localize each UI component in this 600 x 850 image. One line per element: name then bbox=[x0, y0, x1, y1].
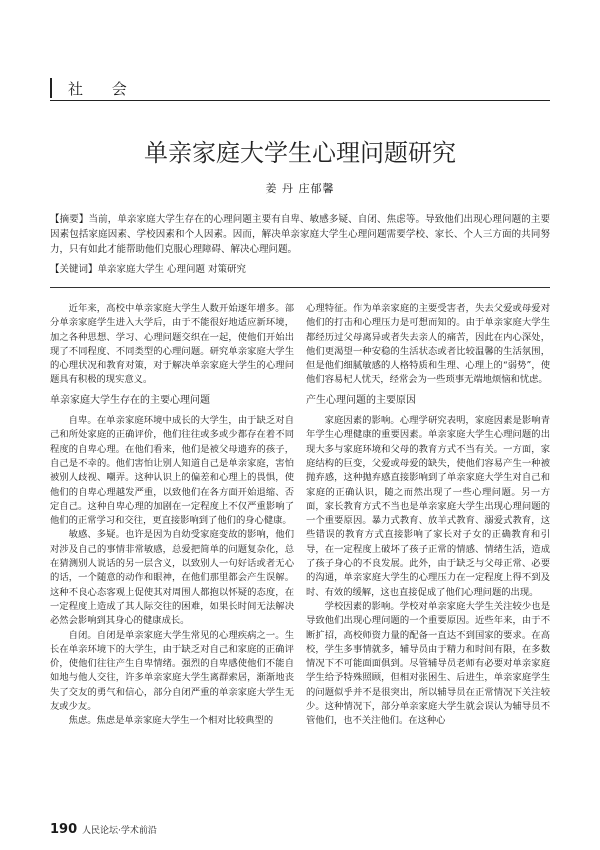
left-column bbox=[50, 302, 294, 729]
right-column bbox=[306, 302, 550, 729]
journal-name: 人民论坛·学术前沿 bbox=[82, 826, 157, 836]
article-authors: 姜 丹 庄郁馨 bbox=[265, 182, 335, 195]
page-footer bbox=[50, 822, 157, 837]
page-number: 190 bbox=[50, 822, 78, 837]
paragraph: 自卑。在单亲家庭环境中成长的大学生，由于缺乏对自己和所处家庭的正确评价，他们往往或多或少都存在着不同程度的自卑心理。在他们看来，他们是被父母遗弃的孩子，自己是不幸的。他们害怕让别人知道自己是单亲家庭，害怕被别人歧视、嘲弄。这种认识上的偏差和心理上的畏惧，使他们的自卑心理越发严重，以致他们在各方面开始退缩、否定自己。这种自卑心理的加剧在一定程度上不仅严重影响了他们的正常学习和交往，更直接影响到了他们的身心健康。 bbox=[50, 415, 294, 527]
keywords: 【关键词】单亲家庭大学生 心理问题 对策研究 bbox=[50, 264, 247, 275]
paragraph: 自闭。自闭是单亲家庭大学生常见的心理疾病之一。生长在单亲环境下的大学生，由于缺乏对自己和家庭的正确评价，使他们往往产生自卑情绪。强烈的自卑感使他们不能自如地与他人交往，许多单亲家庭大学生离群索居，渐渐地丧失了交友的勇气和信心，部分自闭严重的单亲家庭大学生无友或少友。 bbox=[50, 629, 294, 713]
paragraph: 学校因素的影响。学校对单亲家庭大学生关注较少也是导致他们出现心理问题的一个重要原因。近些年来，由于不断扩招，高校师资力量的配备一直达不到国家的要求。在高校，学生多事情就多，辅导员由于精力和时间有限，在多数情况下不可能面面俱到。尽管辅导员老师有必要对单亲家庭学生给予特殊照顾，但相对张困生、后进生，单亲家庭学生的问题似乎并不是很突出，所以辅导员在正常情况下关注较少。这种情况下，部分单亲家庭大学生就会误认为辅导员不管他们，也不关注他们。在这种心 bbox=[306, 600, 550, 727]
paragraph: 焦虑。焦虑是单亲家庭大学生一个相对比较典型的 bbox=[68, 715, 274, 727]
paragraph: 近年来，高校中单亲家庭大学生人数开始逐年增多。部分单亲家庭学生进入大学后，由于不能很好地适应新环境，加之各种思想、学习、心理问题交织在一起，使他们开始出现了不同程度、不同类型的心理问题。研究单亲家庭大学生的心理状况和教育对策，对于解决单亲家庭大学生的心理问题具有积极的现实意义。 bbox=[50, 303, 294, 386]
section-heading: 单亲家庭大学生存在的主要心理问题 bbox=[50, 394, 210, 406]
section-heading: 产生心理问题的主要原因 bbox=[306, 394, 416, 406]
article-title: 单亲家庭大学生心理问题研究 bbox=[144, 139, 456, 167]
divider bbox=[50, 287, 550, 288]
section-header bbox=[50, 74, 550, 101]
paragraph: 家庭因素的影响。心理学研究表明，家庭因素是影响青年学生心理健康的重要因素。单亲家庭大学生心理问题的出现大多与家庭环境和父母的教育方式不当有关。一方面，家庭结构的巨变，父爱或母爱的缺失，使他们容易产生一种被抛弃感，这种抛弃感直接影响到了单亲家庭大学生对自己和家庭的正确认识，随之而然出现了一些心理问题。另一方面，家长教育方式不当也是单亲家庭大学生出现心理问题的一个重要原因。暴力式教育、放羊式教育、溺爱式教育，这些错误的教育方式直接影响了家长对子女的正确教育和引导，在一定程度上破坏了孩子正常的情感、情绪生活，造成了孩子身心的不良发展。此外，由于缺乏与父母正常、必要的沟通，单亲家庭大学生的心理压力在一定程度上得不到及时、有效的缓解，这也直接促成了他们心理问题的出现。 bbox=[306, 415, 550, 598]
paragraph: 敏感、多疑。也许是因为自幼受家庭变故的影响，他们对涉及自己的事情非常敏感，总爱把简单的问题复杂化，总在猜测别人说话的另一层含义，以致别人一句好话或者无心的话，一个随意的动作和眼神，在他们那里都会产生误解。这种不良心态客观上促使其对周围人都抱以怀疑的态度，在一定程度上造成了其人际交往的困难，如果长时间无法解决必然会影响到其身心的健康成长。 bbox=[50, 529, 294, 627]
section-marker bbox=[50, 78, 52, 98]
paragraph: 心理特征。作为单亲家庭的主要受害者，失去父爱或母爱对他们的打击和心理压力是可想而知的。由于单亲家庭大学生都经历过父母离异或者失去亲人的痛苦，因此在内心深处，他们更渴望一种安稳的生活状态或者比较温馨的生活氛围，但是他们细腻敏感的人格特质和生理、心理上的“弱势”，使他们容易杞人忧天，经常会为一些琐事无端地烦恼和忧虑。 bbox=[306, 303, 550, 386]
abstract: 【摘要】当前，单亲家庭大学生存在的心理问题主要有自卑、敏感多疑、自闭、焦虑等。导致他们出现心理问题的主要因素包括家庭因素、学校因素和个人因素。因而，解决单亲家庭大学生心理问题需要学校、家长、个人三方面的共同努力，只有如此才能帮助他们克服心理障碍、解决心理问题。 bbox=[50, 214, 550, 255]
section-label: 社 会 bbox=[68, 80, 139, 98]
